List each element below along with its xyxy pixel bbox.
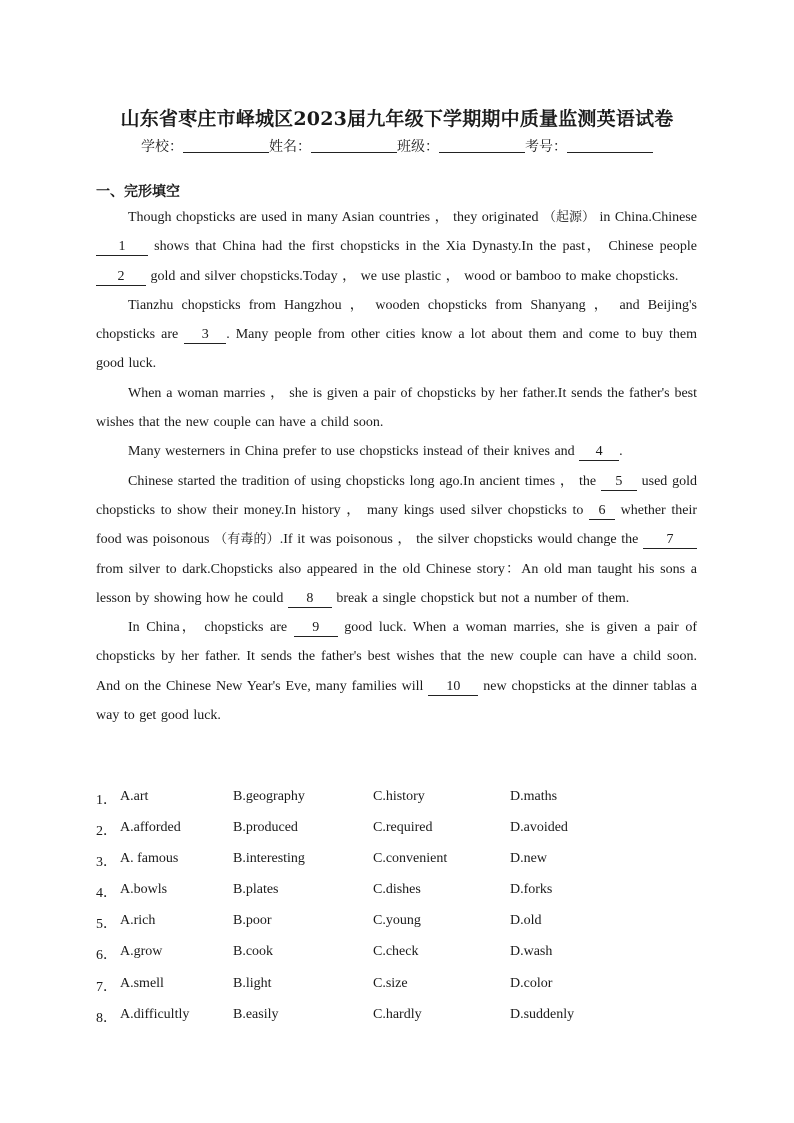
blank-2: 2 <box>96 269 146 286</box>
passage-text: in China.Chinese <box>595 210 697 225</box>
question-number: 2． <box>96 824 117 840</box>
option-a[interactable]: A.bowls <box>120 882 168 898</box>
passage-paragraph: When a woman marries ， she is given a pair of chopsticks by her father.It sends the father's best wishes that the new couple can have a child soon. <box>96 385 697 431</box>
question-number: 8． <box>96 1010 117 1026</box>
passage-text: Tianzhu chopsticks from Hangzhou ， wooden chopsticks from Shanyang ， and Beijing's chopsticks are <box>96 297 697 343</box>
passage-text: good luck. When a woman marries, she is given a pair of chopsticks by her father. It sends the father's best wishes that the new couple can have a child soon. And on the Chinese New Year's Eve, many families will <box>96 620 697 694</box>
passage-text: whether their food was poisonous <box>96 502 698 548</box>
option-b[interactable]: B.easily <box>233 1006 279 1022</box>
option-b[interactable]: B.plates <box>233 882 279 898</box>
passage-text: gold and silver chopsticks.Today ， we use plastic ， wood or bamboo to make chopsticks. <box>146 268 679 284</box>
passage-paragraph <box>96 291 697 379</box>
page-title: 山东省枣庄市峄城区2023届九年级下学期期中质量监测英语试卷 <box>120 108 674 130</box>
passage-paragraph <box>96 613 697 730</box>
blank-3: 3 <box>184 327 226 344</box>
option-row <box>96 909 696 940</box>
option-b[interactable]: B.poor <box>233 913 272 929</box>
option-d[interactable]: D.wash <box>510 944 553 960</box>
blank-8: 8 <box>288 591 332 608</box>
option-row <box>96 816 696 847</box>
passage-text: break a single chopstick but not a number of them. <box>331 590 630 606</box>
option-b[interactable]: B.light <box>233 975 272 991</box>
option-d[interactable]: D.maths <box>510 789 558 804</box>
question-number: 6． <box>96 948 117 964</box>
option-b[interactable]: B.produced <box>233 820 298 836</box>
passage-text: Though chopsticks are used in many Asian countries ， they originated <box>128 210 544 225</box>
option-c[interactable]: C.convenient <box>373 851 448 867</box>
school-blank <box>183 138 269 153</box>
exam-number-blank <box>567 138 653 153</box>
option-row <box>96 1003 696 1034</box>
option-c[interactable]: C.dishes <box>373 882 421 898</box>
option-c[interactable]: C.check <box>373 944 419 960</box>
passage-paragraph <box>96 203 697 291</box>
passage-text: Chinese started the tradition of using chopsticks long ago.In ancient times ， the <box>128 473 601 489</box>
passage-text: shows that China had the first chopsticks in the Xia Dynasty.In the past， Chinese people <box>148 239 697 255</box>
blank-10: 10 <box>428 679 478 696</box>
blank-4: 4 <box>579 444 619 461</box>
option-row <box>96 847 696 878</box>
section-heading: 一、完形填空 <box>96 184 180 200</box>
name-label: 姓名： <box>269 139 311 155</box>
class-blank <box>439 138 525 153</box>
passage-text: . Many people from other cities know a lot about them and come to buy them good luck. <box>96 327 697 372</box>
option-b[interactable]: B.interesting <box>233 851 305 867</box>
passage-text: . <box>619 444 623 460</box>
option-a[interactable]: A.afforded <box>120 820 181 836</box>
option-d[interactable]: D.forks <box>510 882 553 898</box>
option-c[interactable]: C.history <box>373 789 425 804</box>
passage-text: （有毒的） <box>214 532 280 548</box>
passage-text: used gold chopsticks to show their money.In history ， many kings used silver chopsticks to <box>96 473 697 518</box>
option-a[interactable]: A.difficultly <box>120 1006 190 1022</box>
name-blank <box>311 138 397 153</box>
option-row <box>96 785 696 816</box>
option-a[interactable]: A.art <box>120 789 149 804</box>
question-number: 7． <box>96 979 117 995</box>
question-number: 3． <box>96 855 117 871</box>
option-c[interactable]: C.young <box>373 913 421 929</box>
option-d[interactable]: D.new <box>510 851 547 867</box>
blank-7: 7 <box>643 532 697 549</box>
passage-text: （起源） <box>543 210 596 225</box>
option-row <box>96 940 696 971</box>
blank-1: 1 <box>96 239 148 256</box>
exam-number-label: 考号： <box>525 139 567 155</box>
option-a[interactable]: A.smell <box>120 975 164 991</box>
student-info-line <box>0 136 794 156</box>
option-c[interactable]: C.required <box>373 820 433 836</box>
option-a[interactable]: A.grow <box>120 944 163 960</box>
answer-options <box>96 785 696 1034</box>
option-row <box>96 972 696 1003</box>
blank-5: 5 <box>601 474 637 491</box>
option-d[interactable]: D.avoided <box>510 820 568 836</box>
passage-text: Many westerners in China prefer to use chopsticks instead of their knives and <box>128 444 580 460</box>
school-label: 学校： <box>141 139 183 155</box>
option-d[interactable]: D.suddenly <box>510 1006 575 1022</box>
option-c[interactable]: C.size <box>373 975 408 991</box>
option-a[interactable]: A.rich <box>120 913 156 929</box>
option-a[interactable]: A. famous <box>120 851 179 867</box>
option-c[interactable]: C.hardly <box>373 1006 422 1022</box>
option-d[interactable]: D.color <box>510 975 553 991</box>
option-b[interactable]: B.cook <box>233 944 274 960</box>
class-label: 班级： <box>397 139 439 155</box>
question-number: 4． <box>96 886 117 902</box>
question-number: 1． <box>96 793 117 808</box>
passage-text: new chopsticks at the dinner tablas a way to get good luck. <box>96 678 697 724</box>
passage-text: In China， chopsticks are <box>128 620 294 636</box>
blank-6: 6 <box>589 503 615 520</box>
cloze-passage <box>96 203 697 730</box>
passage-paragraph <box>96 467 697 613</box>
passage-paragraph <box>96 437 697 466</box>
passage-text: .If it was poisonous ， the silver chopsticks would change the <box>279 532 643 548</box>
option-b[interactable]: B.geography <box>233 789 305 804</box>
question-number: 5． <box>96 917 117 933</box>
option-d[interactable]: D.old <box>510 913 542 929</box>
passage-text: from silver to dark.Chopsticks also appeared in the old Chinese story：An old man taught his sons a lesson by showing how he could <box>96 561 697 606</box>
blank-9: 9 <box>294 620 338 637</box>
option-row <box>96 878 696 909</box>
